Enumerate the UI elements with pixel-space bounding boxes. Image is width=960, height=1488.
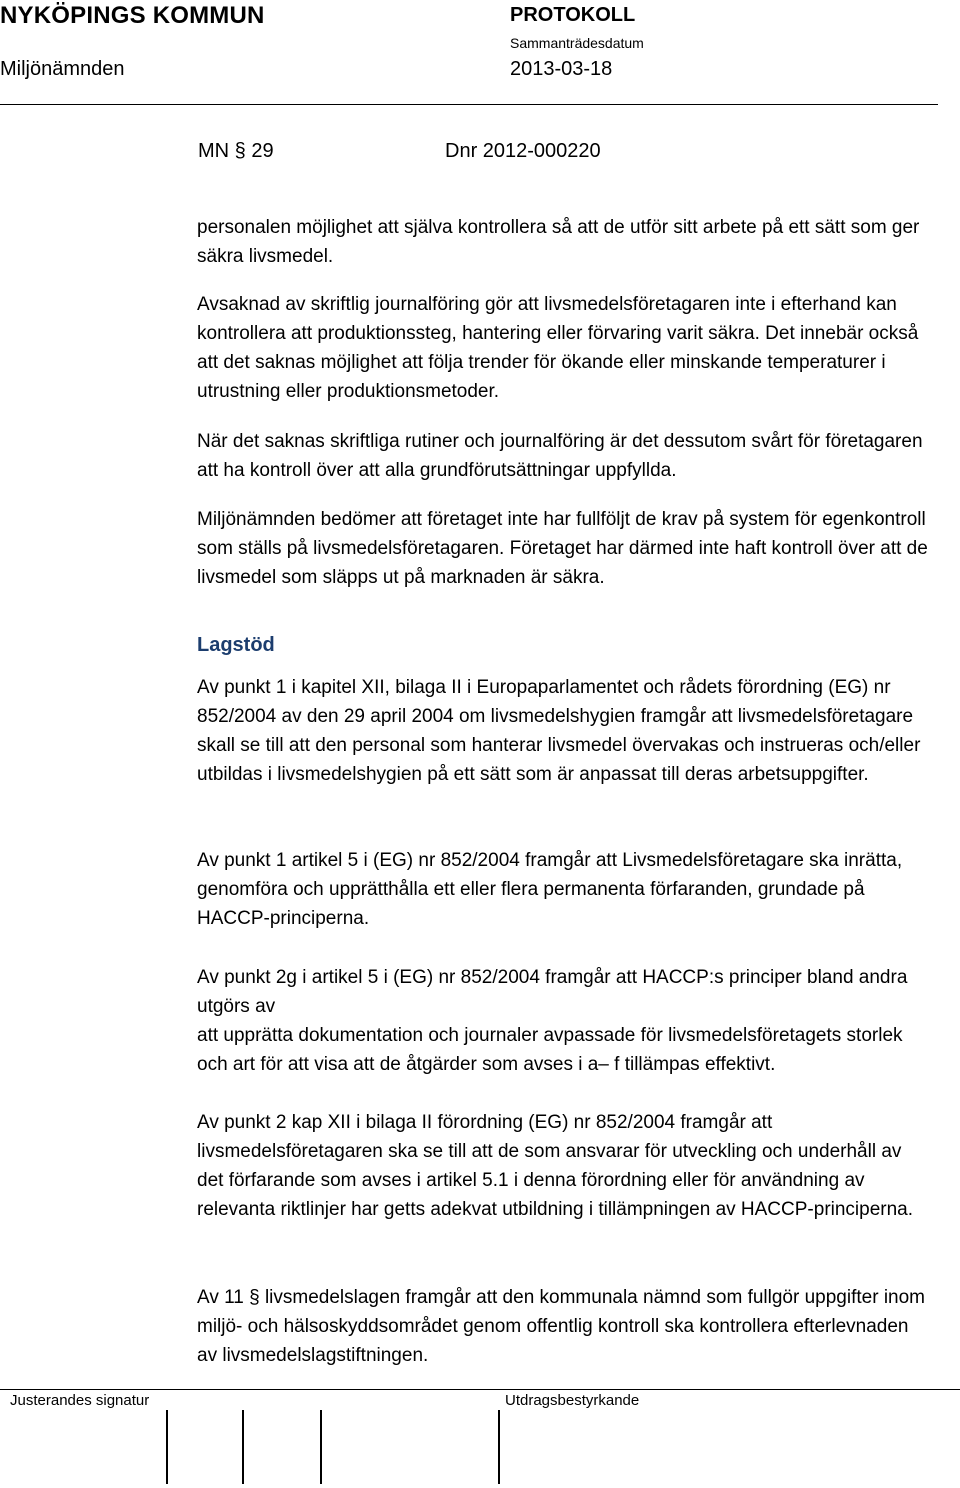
body-paragraph: Avsaknad av skriftlig journalföring gör att livsmedelsföretagaren inte i efterhand kan kontrollera att produktionssteg, hantering eller förvaring varit säkra. Det innebär också att det saknas möjlighet att följa trender för ökande eller minskande temperaturer i utrustning eller produktionsmetoder. [197, 294, 919, 402]
case-dnr: Dnr 2012-000220 [445, 140, 601, 162]
meeting-date: 2013-03-18 [510, 58, 613, 80]
signature-box-divider [320, 1410, 322, 1484]
signature-label: Justerandes signatur [10, 1392, 150, 1409]
certified-copy-label: Utdragsbestyrkande [505, 1392, 640, 1409]
legal-paragraph: Av punkt 1 artikel 5 i (EG) nr 852/2004 framgår att Livsmedelsföretagare ska inrätta, genomföra och upprätthålla ett eller flera permanenta förfaranden, grundade på HACCP-principerna. [197, 850, 903, 929]
legal-paragraph: Av 11 § livsmedelslagen framgår att den kommunala nämnd som fullgör uppgifter inom miljö- och hälsoskyddsområdet genom offentlig kontroll ska kontrollera efterlevnaden av livsmedelslagstiftningen. [197, 1287, 926, 1366]
municipality-name: NYKÖPINGS KOMMUN [0, 2, 265, 29]
body-paragraph: Miljönämnden bedömer att företaget inte har fullföljt de krav på system för egenkontroll som ställs på livsmedelsföretagaren. Företaget har därmed inte haft kontroll över att de livsmedel som släpps ut på marknaden är säkra. [197, 509, 928, 588]
body-paragraph: När det saknas skriftliga rutiner och journalföring är det dessutom svårt för företagaren att ha kontroll över att alla grundförutsättningar uppfyllda. [197, 431, 923, 481]
legal-paragraph: Av punkt 2g i artikel 5 i (EG) nr 852/2004 framgår att HACCP:s principer bland andra utgörs av [197, 967, 908, 1017]
signature-box-divider [166, 1410, 168, 1484]
legal-paragraph: Av punkt 1 i kapitel XII, bilaga II i Europaparlamentet och rådets förordning (EG) nr 852/2004 av den 29 april 2004 om livsmedelshygien framgår att livsmedelsföretagare skall se till att den personal som hanterar livsmedel övervakas och instrueras och/eller utbildas i livsmedelshygien på ett sätt som är anpassat till deras arbetsuppgifter. [197, 677, 921, 785]
document-type: PROTOKOLL [510, 4, 636, 26]
footer-divider [0, 1389, 960, 1390]
legal-paragraph: att upprätta dokumentation och journaler avpassade för livsmedelsföretagets storlek och art för att visa att de åtgärder som avses i a– f tillämpas effektivt. [197, 1025, 903, 1075]
meeting-date-label: Sammanträdesdatum [510, 35, 644, 51]
case-number: MN § 29 [198, 140, 274, 162]
committee-name: Miljönämnden [0, 58, 125, 80]
header-divider [0, 104, 938, 105]
body-paragraph: personalen möjlighet att själva kontrollera så att de utför sitt arbete på ett sätt som ger säkra livsmedel. [197, 217, 920, 267]
signature-box-divider [242, 1410, 244, 1484]
section-heading-lagstod: Lagstöd [197, 634, 275, 656]
signature-box-divider [498, 1410, 500, 1484]
legal-paragraph: Av punkt 2 kap XII i bilaga II förordning (EG) nr 852/2004 framgår att livsmedelsföretagaren ska se till att de som ansvarar för utveckling och underhåll av det förfarande som avses i artikel 5.1 i denna förordning eller för användning av relevanta riktlinjer har getts adekvat utbildning i tillämpningen av HACCP-principerna. [197, 1112, 914, 1220]
